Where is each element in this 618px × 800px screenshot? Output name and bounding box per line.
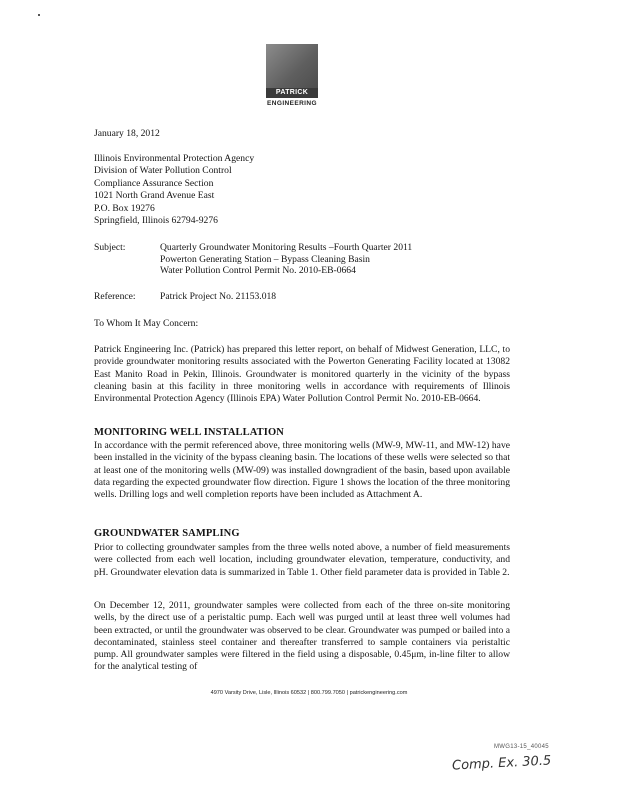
section-paragraph: In accordance with the permit referenced above, three monitoring wells (MW-9, MW-11, and MW-12) have been installed in the vicinity of the bypass cleaning basin. The locations of these wells were selected so that at least one of the monitoring wells (MW-09) was installed downgradient of the basin, based upon available data regarding the expected groundwater flow direction. Figure 1 shows the location of the three monitoring wells. Drilling logs and well completion reports have been included as Attachment A. xyxy=(94,440,510,501)
handwritten-exhibit-note: Comp. Ex. 30.5 xyxy=(451,753,552,774)
salutation: To Whom It May Concern: xyxy=(94,318,199,329)
letter-date: January 18, 2012 xyxy=(94,128,160,139)
intro-paragraph: Patrick Engineering Inc. (Patrick) has prepared this letter report, on behalf of Midwest Generation, LLC, to provide groundwater monitoring results associated with the Powerton Generating Facility located at 13082 East Manito Road in Pekin, Illinois. Groundwater is monitored quarterly in the vicinity of the bypass cleaning basin at this facility in three monitoring wells in accordance with requirements of Illinois Environmental Protection Agency (Illinois EPA) Water Pollution Control Permit No. 2010-EB-0664. xyxy=(94,344,510,405)
subject-line: Powerton Generating Station – Bypass Cleaning Basin xyxy=(160,253,370,265)
recipient-line: Springfield, Illinois 62794-9276 xyxy=(94,215,218,227)
subject-line: Water Pollution Control Permit No. 2010-EB-0664 xyxy=(160,265,356,277)
logo-subtitle: ENGINEERING xyxy=(267,100,317,107)
logo-name: PATRICK xyxy=(266,88,318,98)
recipient-line: Division of Water Pollution Control xyxy=(94,165,232,177)
section-paragraph: Prior to collecting groundwater samples from the three wells noted above, a number of field measurements were collected from each well location, including groundwater elevation, temperature, conductivity, and pH. Groundwater elevation data is summarized in Table 1. Other field parameter data is provided in Table 2. xyxy=(94,542,510,578)
bates-stamp: MWG13-15_40045 xyxy=(494,744,549,750)
subject-line: Quarterly Groundwater Monitoring Results –Fourth Quarter 2011 xyxy=(160,242,413,253)
scan-speck xyxy=(38,14,40,16)
section-heading: MONITORING WELL INSTALLATION xyxy=(94,427,284,438)
recipient-line: Compliance Assurance Section xyxy=(94,177,214,189)
reference-label: Reference: xyxy=(94,291,136,302)
section-paragraph: On December 12, 2011, groundwater samples were collected from each of the three on-site monitoring wells, by the direct use of a peristaltic pump. Each well was purged until at least three well volumes had been extracted, or until the groundwater was observed to be clear. Groundwater was pumped or bailed into a decontaminated, stainless steel container and thereafter transferred to sample containers via peristaltic pump. All groundwater samples were filtered in the field using a disposable, 0.45μm, in-line filter to allow for the analytical testing of xyxy=(94,600,510,673)
reference-text: Patrick Project No. 21153.018 xyxy=(160,291,277,302)
recipient-line: Illinois Environmental Protection Agency xyxy=(94,153,255,164)
recipient-line: P.O. Box 19276 xyxy=(94,202,155,214)
recipient-address xyxy=(94,153,254,227)
subject-label: Subject: xyxy=(94,242,126,253)
subject-lines xyxy=(160,242,412,277)
letterhead-footer: 4970 Varsity Drive, Lisle, Illinois 60532 | 800.799.7050 | patrickengineering.com xyxy=(210,690,408,696)
section-heading: GROUNDWATER SAMPLING xyxy=(94,528,240,539)
company-logo xyxy=(266,44,318,110)
recipient-line: 1021 North Grand Avenue East xyxy=(94,190,215,202)
